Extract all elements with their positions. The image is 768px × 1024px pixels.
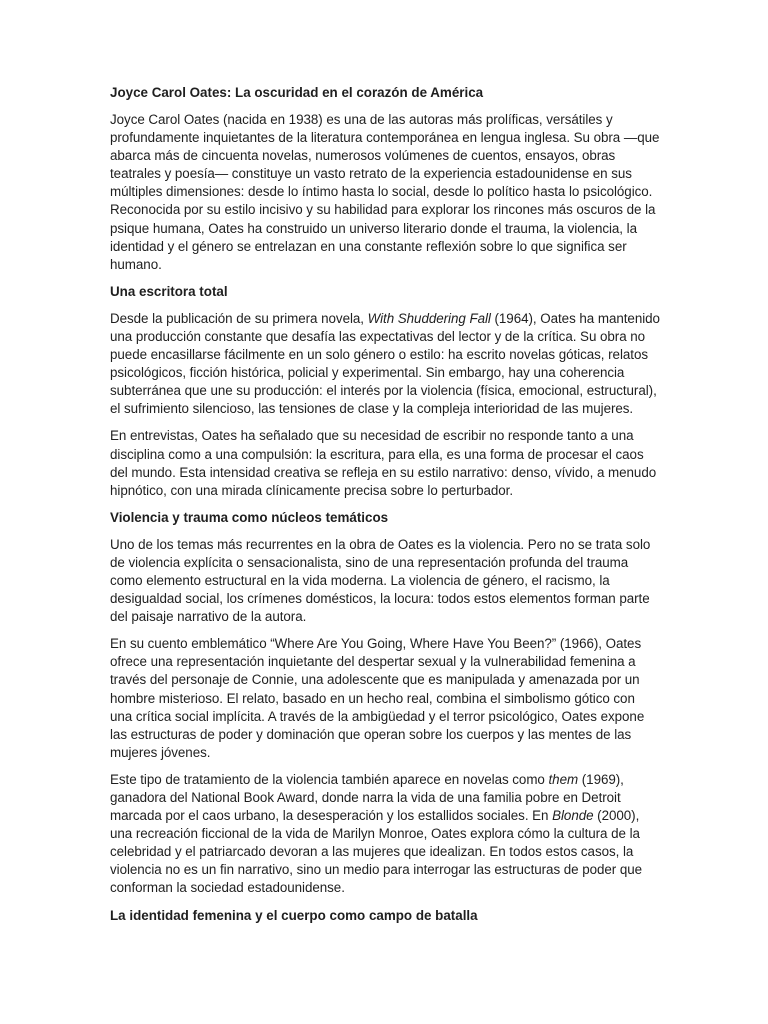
section-heading-identidad-femenina: La identidad femenina y el cuerpo como campo de batalla <box>110 907 478 923</box>
book-title-them: them <box>548 771 579 787</box>
violencia-paragraph-2: En su cuento emblemático “Where Are You Going, Where Have You Been?” (1966), Oates ofrece una representación inquietante del despertar sexual y la vulnerabilidad femenina a través del personaje de Connie, una adolescente que es manipulada y amenazada por un hombre misterioso. El relato, basado en un hecho real, combina el simbolismo gótico con una crítica social implícita. A través de la ambigüedad y el terror psicológico, Oates expone las estructuras de poder y dominación que operan sobre los cuerpos y las mentes de las mujeres jóvenes. <box>110 636 645 760</box>
violencia-paragraph-1: Uno de los temas más recurrentes en la obra de Oates es la violencia. Pero no se trata solo de violencia explícita o sensacionalista, sino de una representación profunda del trauma como elemento estructural en la vida moderna. La violencia de género, el racismo, la desigualdad social, los crímenes domésticos, la locura: todos estos elementos forman parte del paisaje narrativo de la autora. <box>110 536 651 625</box>
book-title-blonde: Blonde <box>552 808 594 824</box>
section-heading-violencia-trauma: Violencia y trauma como núcleos temáticos <box>110 509 389 525</box>
text-run: (1964), Oates ha mantenido una producción constante que desafía las expectativas del lector y de la crítica. Su obra no puede encasillarse fácilmente en un solo género o estilo: ha escrito novelas góticas, relatos psicológicos, ficción histórica, policial y experimental. Sin embargo, hay una coherencia subterránea que une su producción: el interés por la violencia (física, emocional, estructural), el sufrimiento silencioso, las tensiones de clase y la compleja interioridad de las mujeres. <box>110 310 660 417</box>
book-title-with-shuddering-fall: With Shuddering Fall <box>367 310 491 326</box>
document-title: Joyce Carol Oates: La oscuridad en el corazón de América <box>110 85 484 100</box>
violencia-paragraph-3 <box>110 771 660 898</box>
intro-paragraph: Joyce Carol Oates (nacida en 1938) es una de las autoras más prolíficas, versátiles y profundamente inquietantes de la literatura contemporánea en lengua inglesa. Su obra —que abarca más de cincuenta novelas, numerosos volúmenes de cuentos, ensayos, obras teatrales y poesía— constituye un vasto retrato de la experiencia estadounidense en sus múltiples dimensiones: desde lo íntimo hasta lo social, desde lo político hasta lo psicológico. Reconocida por su estilo incisivo y su habilidad para explorar los rincones más oscuros de la psique humana, Oates ha construido un universo literario donde el trauma, la violencia, la identidad y el género se entrelazan en una constante reflexión sobre lo que significa ser humano. <box>110 112 660 272</box>
text-run: (1969), ganadora del National Book Award, donde narra la vida de una familia pobre en Detroit marcada por el caos urbano, la desesperación y los estallidos sociales. En <box>110 771 624 824</box>
text-run: (2000), una recreación ficcional de la vida de Marilyn Monroe, Oates explora cómo la cultura de la celebridad y el patriarcado devoran a las mujeres que idealizan. En todos estos casos, la violencia no es un fin narrativo, sino un medio para interrogar las estructuras de poder que conforman la sociedad estadounidense. <box>110 808 643 896</box>
section-heading-escritora-total: Una escritora total <box>110 283 228 299</box>
escritora-paragraph-2: En entrevistas, Oates ha señalado que su necesidad de escribir no responde tanto a una disciplina como a una compulsión: la escritura, para ella, es una forma de procesar el caos del mundo. Esta intensidad creativa se refleja en su estilo narrativo: denso, vívido, a menudo hipnótico, con una mirada clínicamente precisa sobre lo perturbador. <box>110 428 657 498</box>
text-run: Este tipo de tratamiento de la violencia también aparece en novelas como <box>110 771 549 787</box>
text-run: Desde la publicación de su primera novela, <box>110 310 368 326</box>
escritora-paragraph-1 <box>110 310 660 419</box>
